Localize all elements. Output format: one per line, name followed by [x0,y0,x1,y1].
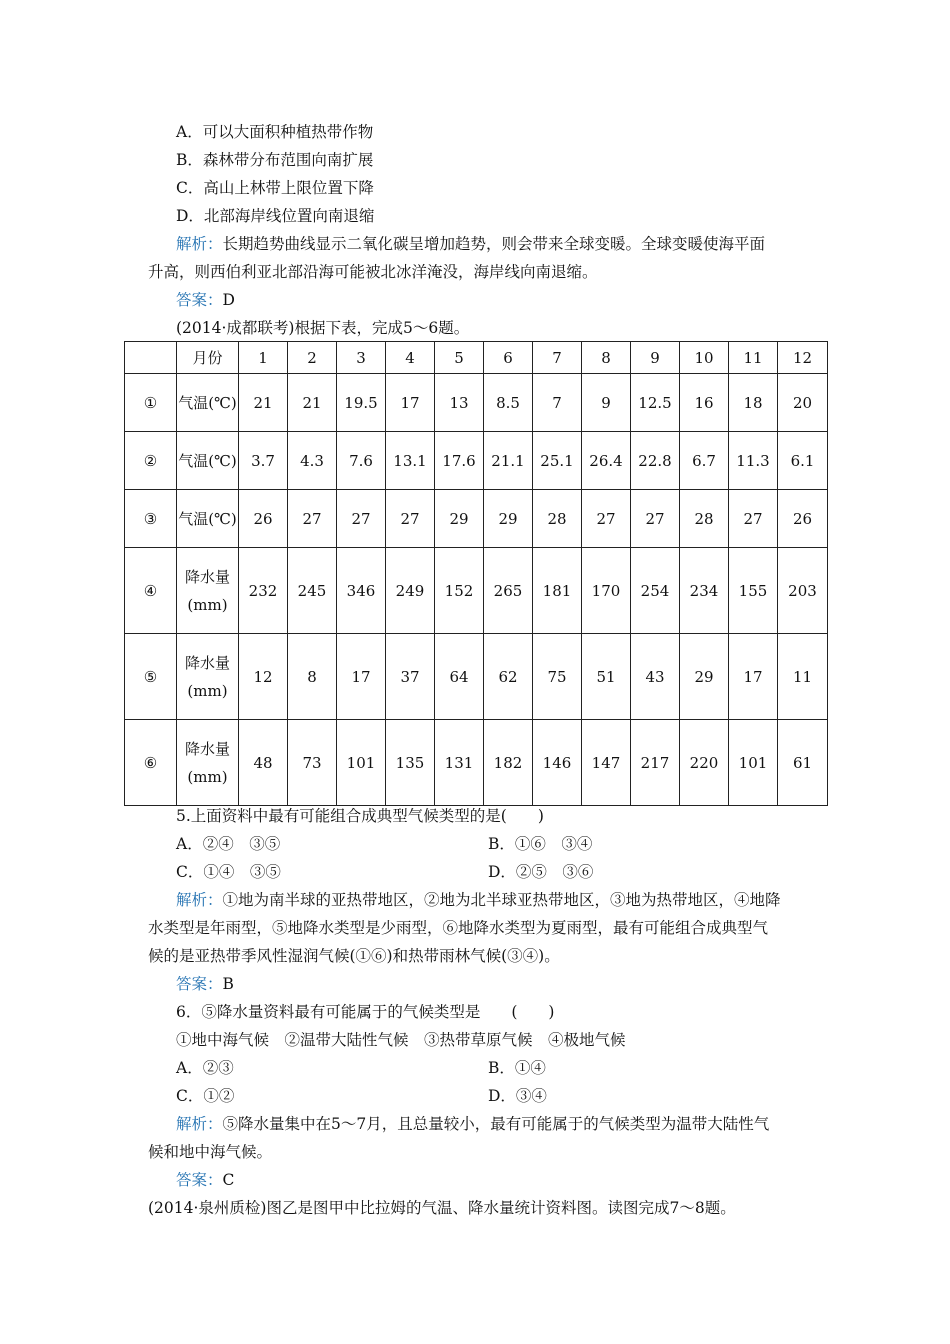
table-row-label: 降水量(mm) [177,634,239,720]
table-cell: 234 [680,548,729,634]
table-cell: 61 [778,720,828,806]
table-cell: 37 [386,634,435,720]
table-month-header: 12 [778,342,828,374]
table-cell: 101 [337,720,386,806]
table-month-header: 1 [239,342,288,374]
q5-analysis-label: 解析： [176,891,223,909]
table-cell: 6.1 [778,432,828,490]
q6-option-d: D．③④ [488,1087,547,1105]
q6-analysis [176,1113,769,1135]
q6-option-a: A．②③ [176,1059,234,1077]
table-cell: 27 [631,490,680,548]
table-cell: 254 [631,548,680,634]
table-cell: 7 [533,374,582,432]
table-month-header: 5 [435,342,484,374]
table-cell: 146 [533,720,582,806]
answer-value: D [222,291,235,309]
table-header-label: 月份 [177,342,239,374]
table-cell: 21.1 [484,432,533,490]
option-c: C．高山上林带上限位置下降 [176,179,374,197]
q5-option-d: D．②⑤ ③⑥ [488,863,594,881]
table-header-row [125,342,828,374]
climate-data-table [124,341,828,806]
table-row-id: ⑥ [125,720,177,806]
analysis-text: 长期趋势曲线显示二氧化碳呈增加趋势，则会带来全球变暖。全球变暖使海平面 [222,235,766,253]
answer-line [176,289,235,311]
q5-analysis-continuation-2: 候的是亚热带季风性湿润气候(①⑥)和热带雨林气候(③④)。 [148,947,560,965]
table-cell: 131 [435,720,484,806]
table-cell: 26 [239,490,288,548]
option-d: D．北部海岸线位置向南退缩 [176,207,375,225]
table-cell: 9 [582,374,631,432]
q5-answer-label: 答案： [176,975,223,993]
analysis-continuation: 升高，则西伯利亚北部沿海可能被北冰洋淹没，海岸线向南退缩。 [148,263,598,281]
table-cell: 28 [680,490,729,548]
table-cell: 21 [288,374,337,432]
table-cell: 13 [435,374,484,432]
q6-answer-value: C [222,1171,235,1189]
table-month-header: 7 [533,342,582,374]
table-cell: 182 [484,720,533,806]
table-cell: 17 [337,634,386,720]
q6-answer-label: 答案： [176,1171,223,1189]
table-cell: 27 [386,490,435,548]
table-cell: 4.3 [288,432,337,490]
table-cell: 3.7 [239,432,288,490]
table-cell: 265 [484,548,533,634]
table-month-header: 8 [582,342,631,374]
table-cell: 17 [386,374,435,432]
q5-analysis-continuation: 水类型是年雨型，⑤地降水类型是少雨型，⑥地降水类型为夏雨型，最有可能组合成典型气 [148,919,769,937]
table-row-id: ② [125,432,177,490]
intro-7-8: (2014·泉州质检)图乙是图甲中比拉姆的气温、降水量统计资料图。读图完成7～8题。 [148,1199,736,1217]
table-row-id: ④ [125,548,177,634]
table-cell: 245 [288,548,337,634]
q5-option-b: B．①⑥ ③④ [488,835,593,853]
table-cell: 21 [239,374,288,432]
q6-analysis-label: 解析： [176,1115,223,1133]
answer-label: 答案： [176,291,223,309]
q5-option-a: A．②④ ③⑤ [176,835,281,853]
table-cell: 20 [778,374,828,432]
table-cell: 203 [778,548,828,634]
question-6-stem: 6．⑤降水量资料最有可能属于的气候类型是 ( ) [176,1003,555,1021]
table-cell: 19.5 [337,374,386,432]
table-cell: 6.7 [680,432,729,490]
table-corner-cell [125,342,177,374]
table-month-header: 10 [680,342,729,374]
table-cell: 29 [680,634,729,720]
table-month-header: 4 [386,342,435,374]
table-month-header: 9 [631,342,680,374]
table-cell: 8 [288,634,337,720]
intro-5-6: (2014·成都联考)根据下表，完成5～6题。 [176,319,470,337]
table-cell: 25.1 [533,432,582,490]
q5-option-c: C．①④ ③⑤ [176,863,281,881]
option-a: A．可以大面积种植热带作物 [176,123,374,141]
table-row-label: 气温(℃) [177,490,239,548]
question-5-stem: 5.上面资料中最有可能组合成典型气候类型的是( ) [176,807,544,825]
table-row [125,432,828,490]
option-b: B．森林带分布范围向南扩展 [176,151,374,169]
table-cell: 12.5 [631,374,680,432]
table-cell: 135 [386,720,435,806]
table-month-header: 11 [729,342,778,374]
table-cell: 27 [288,490,337,548]
table-cell: 11 [778,634,828,720]
table-cell: 217 [631,720,680,806]
table-row-id: ① [125,374,177,432]
table-row [125,720,828,806]
table-cell: 26 [778,490,828,548]
table-cell: 8.5 [484,374,533,432]
table-cell: 7.6 [337,432,386,490]
table-cell: 62 [484,634,533,720]
q6-choices: ①地中海气候 ②温带大陆性气候 ③热带草原气候 ④极地气候 [176,1031,626,1049]
table-cell: 73 [288,720,337,806]
table-cell: 29 [435,490,484,548]
table-cell: 29 [484,490,533,548]
table-row [125,374,828,432]
table-row-label: 气温(℃) [177,374,239,432]
table-cell: 18 [729,374,778,432]
table-month-header: 6 [484,342,533,374]
table-cell: 27 [337,490,386,548]
table-row-id: ⑤ [125,634,177,720]
table-cell: 26.4 [582,432,631,490]
table-cell: 181 [533,548,582,634]
table-cell: 48 [239,720,288,806]
table-month-header: 3 [337,342,386,374]
table-month-header: 2 [288,342,337,374]
table-cell: 17.6 [435,432,484,490]
table-cell: 22.8 [631,432,680,490]
table-cell: 27 [729,490,778,548]
table-cell: 13.1 [386,432,435,490]
table-cell: 17 [729,634,778,720]
table-cell: 12 [239,634,288,720]
table-row [125,634,828,720]
table-cell: 101 [729,720,778,806]
table-cell: 346 [337,548,386,634]
table-cell: 27 [582,490,631,548]
table-cell: 51 [582,634,631,720]
q5-answer-value: B [222,975,234,993]
q5-answer [176,973,234,995]
analysis-label: 解析： [176,235,223,253]
q5-analysis-text: ①地为南半球的亚热带地区，②地为北半球亚热带地区，③地为热带地区，④地降 [222,891,781,909]
q6-analysis-continuation: 候和地中海气候。 [148,1143,273,1161]
table-cell: 28 [533,490,582,548]
table-cell: 75 [533,634,582,720]
table-row [125,490,828,548]
table-cell: 11.3 [729,432,778,490]
table-cell: 64 [435,634,484,720]
table-cell: 43 [631,634,680,720]
table-row-label: 降水量(mm) [177,548,239,634]
table-row-label: 气温(℃) [177,432,239,490]
q6-analysis-text: ⑤降水量集中在5～7月，且总量较小，最有可能属于的气候类型为温带大陆性气 [222,1115,770,1133]
table-cell: 232 [239,548,288,634]
table-row-label: 降水量(mm) [177,720,239,806]
table-cell: 170 [582,548,631,634]
table-cell: 249 [386,548,435,634]
table-cell: 152 [435,548,484,634]
q6-option-c: C．①② [176,1087,235,1105]
q6-option-b: B．①④ [488,1059,546,1077]
analysis-paragraph [176,233,765,255]
q5-analysis [176,889,781,911]
table-row [125,548,828,634]
q6-answer [176,1169,234,1191]
table-cell: 155 [729,548,778,634]
table-cell: 16 [680,374,729,432]
table-cell: 220 [680,720,729,806]
table-row-id: ③ [125,490,177,548]
table-cell: 147 [582,720,631,806]
